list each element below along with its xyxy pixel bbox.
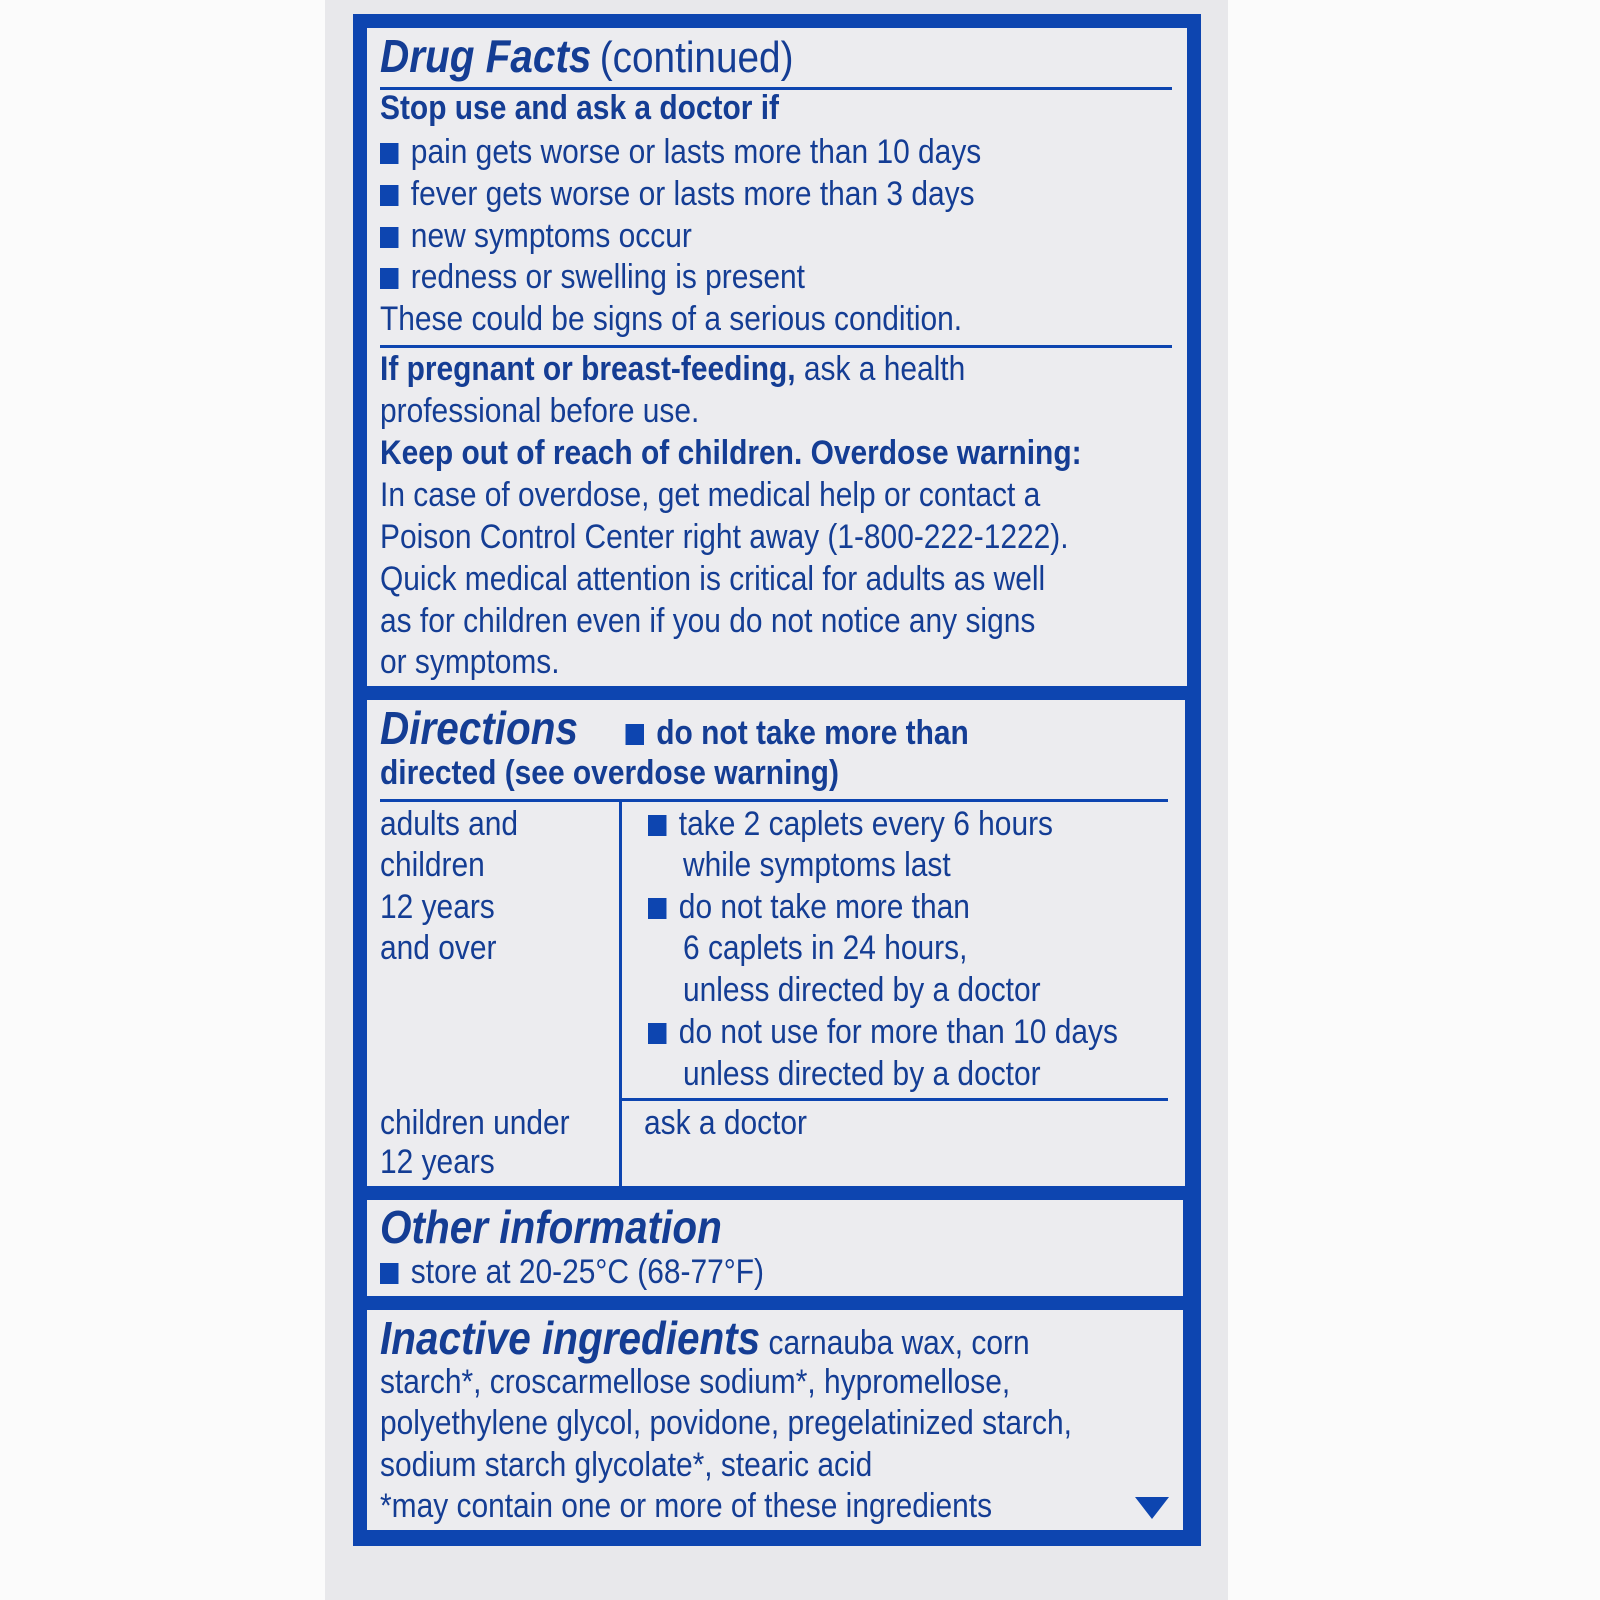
square-bullet-icon	[380, 227, 398, 248]
directions-intro: directed (see overdose warning)	[380, 754, 839, 792]
pregnancy-warning-line2: professional before use.	[380, 392, 700, 430]
age-cell: adults and	[380, 805, 519, 843]
square-bullet-icon	[380, 143, 398, 164]
overdose-heading: Keep out of reach of children. Overdose warning:	[380, 434, 1082, 472]
instruction-item: do not use for more than 10 days	[648, 1011, 1118, 1053]
divider	[622, 1098, 1168, 1101]
directions-heading: Directions do not take more than	[380, 702, 969, 754]
age-cell: 12 years	[380, 1143, 495, 1181]
square-bullet-icon	[380, 185, 398, 206]
square-bullet-icon	[625, 724, 643, 745]
instruction-item: 6 caplets in 24 hours,	[683, 929, 968, 967]
square-bullet-icon	[648, 1023, 666, 1044]
list-item: fever gets worse or lasts more than 3 days	[380, 173, 975, 215]
age-cell: children under	[380, 1104, 570, 1142]
stop-use-note: These could be signs of a serious condition.	[380, 300, 963, 338]
instruction-item: take 2 caplets every 6 hours	[648, 803, 1053, 845]
age-cell: 12 years	[380, 888, 495, 926]
instruction-item: do not take more than	[648, 886, 970, 928]
list-item: redness or swelling is present	[380, 256, 805, 298]
instruction-item: while symptoms last	[683, 846, 951, 884]
ingredients-text: polyethylene glycol, povidone, pregelatinized starch,	[380, 1404, 1072, 1442]
overdose-text: In case of overdose, get medical help or contact a	[380, 476, 1041, 514]
page-title: Drug Facts (continued)	[380, 30, 794, 82]
instruction-item: unless directed by a doctor	[683, 1055, 1041, 1093]
overdose-text: Poison Control Center right away (1-800-222-1222).	[380, 518, 1069, 556]
overdose-text: as for children even if you do not notice any signs	[380, 602, 1036, 640]
ingredients-footnote: *may contain one or more of these ingredients	[380, 1487, 993, 1525]
square-bullet-icon	[380, 1263, 398, 1284]
instruction-item: unless directed by a doctor	[683, 971, 1041, 1009]
overdose-text: Quick medical attention is critical for adults as well	[380, 560, 1046, 598]
square-bullet-icon	[648, 815, 666, 836]
down-triangle-icon	[1135, 1497, 1169, 1519]
divider	[380, 799, 1168, 802]
square-bullet-icon	[380, 268, 398, 289]
stop-use-heading: Stop use and ask a doctor if	[380, 89, 780, 127]
other-info-heading: Other information	[380, 1201, 722, 1253]
ingredients-text: sodium starch glycolate*, stearic acid	[380, 1446, 873, 1484]
list-item: store at 20-25°C (68-77°F)	[380, 1251, 764, 1293]
square-bullet-icon	[648, 898, 666, 919]
inactive-heading: Inactive ingredients carnauba wax, corn	[380, 1312, 1030, 1364]
table-column-divider	[619, 800, 622, 1186]
ingredients-text: starch*, croscarmellose sodium*, hypromellose,	[380, 1363, 1011, 1401]
list-item: new symptoms occur	[380, 215, 692, 257]
pregnancy-warning: If pregnant or breast-feeding, ask a health	[380, 350, 966, 388]
instruction-item: ask a doctor	[644, 1104, 807, 1142]
age-cell: and over	[380, 929, 497, 967]
age-cell: children	[380, 846, 485, 884]
list-item: pain gets worse or lasts more than 10 days	[380, 131, 981, 173]
overdose-text: or symptoms.	[380, 643, 560, 681]
